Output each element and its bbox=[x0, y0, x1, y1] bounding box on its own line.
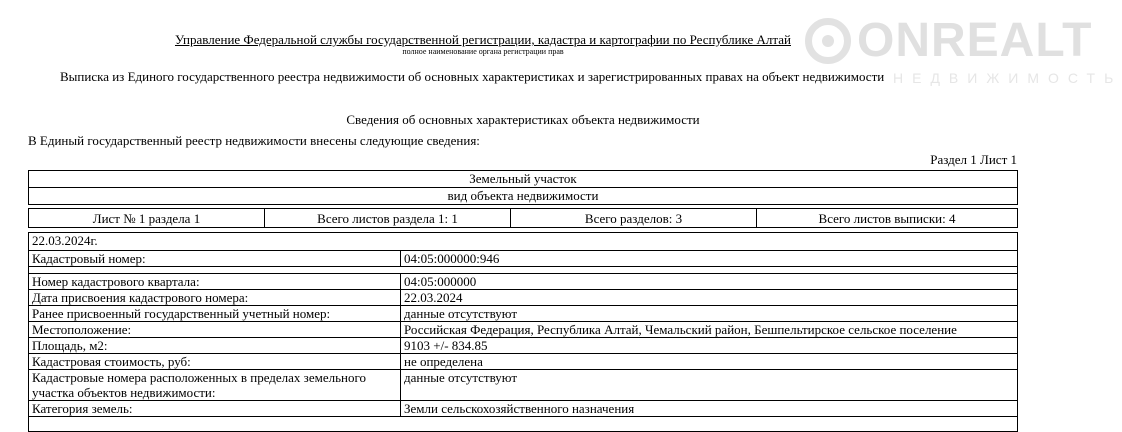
row-value: данные отсутствуют bbox=[404, 370, 518, 385]
agency-caption: полное наименование органа регистрации прав bbox=[402, 47, 564, 56]
watermark-brand: ONREALT bbox=[857, 14, 1093, 67]
table-row bbox=[29, 354, 1017, 370]
total-sections-cell: Всего разделов: 3 bbox=[511, 209, 757, 227]
row-label: Кадастровый номер: bbox=[29, 251, 401, 266]
row-value: Земли сельскохозяйственного назначения bbox=[404, 401, 635, 416]
row-label: Категория земель: bbox=[29, 401, 401, 416]
row-value: не определена bbox=[404, 354, 483, 369]
row-value: Российская Федерация, Республика Алтай, Чемальский район, Бешпельтирское сельское поселение bbox=[404, 322, 957, 337]
agency-name: Управление Федеральной службы государственной регистрации, кадастра и картографии по Республике Алтай bbox=[174, 32, 791, 47]
table-row bbox=[29, 322, 1017, 338]
object-type: Земельный участок bbox=[469, 171, 577, 186]
table-row bbox=[29, 290, 1017, 306]
section-title: Сведения об основных характеристиках объекта недвижимости bbox=[346, 112, 700, 127]
table-row bbox=[29, 401, 1017, 417]
watermark-subtitle: НЕДВИЖИМОСТЬ bbox=[893, 70, 1122, 86]
extract-title: Выписка из Единого государственного реестра недвижимости об основных характеристиках и зарегистрированных правах на объект недвижимости bbox=[60, 69, 885, 84]
row-label: Кадастровые номера расположенных в пределах земельного участка объектов недвижимости: bbox=[29, 370, 401, 400]
row-label: Номер кадастрового квартала: bbox=[29, 274, 401, 289]
details-table bbox=[28, 232, 1018, 432]
sheet-number-cell: Лист № 1 раздела 1 bbox=[29, 209, 265, 227]
row-value: 9103 +/- 834.85 bbox=[404, 338, 488, 353]
row-label: Площадь, м2: bbox=[29, 338, 401, 353]
table-row bbox=[29, 251, 1017, 267]
table-row bbox=[29, 370, 1017, 401]
section-sheets-cell: Всего листов раздела 1: 1 bbox=[265, 209, 511, 227]
row-label: Дата присвоения кадастрового номера: bbox=[29, 290, 401, 305]
cadastral-number: 04:05:000000:946 bbox=[404, 251, 500, 266]
row-label: Ранее присвоенный государственный учетный номер: bbox=[29, 306, 401, 321]
section-page-ref: Раздел 1 Лист 1 bbox=[930, 152, 1017, 167]
table-row bbox=[29, 306, 1017, 322]
object-type-table bbox=[28, 170, 1018, 205]
extract-date: 22.03.2024г. bbox=[29, 233, 1017, 251]
table-row bbox=[29, 273, 1017, 290]
row-value: данные отсутствуют bbox=[404, 306, 518, 321]
sheet-info-table bbox=[28, 208, 1018, 228]
row-value: 22.03.2024 bbox=[404, 290, 463, 305]
object-type-caption: вид объекта недвижимости bbox=[29, 187, 1017, 204]
total-sheets-cell: Всего листов выписки: 4 bbox=[818, 211, 956, 226]
table-row bbox=[29, 338, 1017, 354]
row-label: Местоположение: bbox=[29, 322, 401, 337]
row-label: Кадастровая стоимость, руб: bbox=[29, 354, 401, 369]
row-value: 04:05:000000 bbox=[404, 274, 477, 289]
intro-text: В Единый государственный реестр недвижимости внесены следующие сведения: bbox=[28, 133, 480, 148]
